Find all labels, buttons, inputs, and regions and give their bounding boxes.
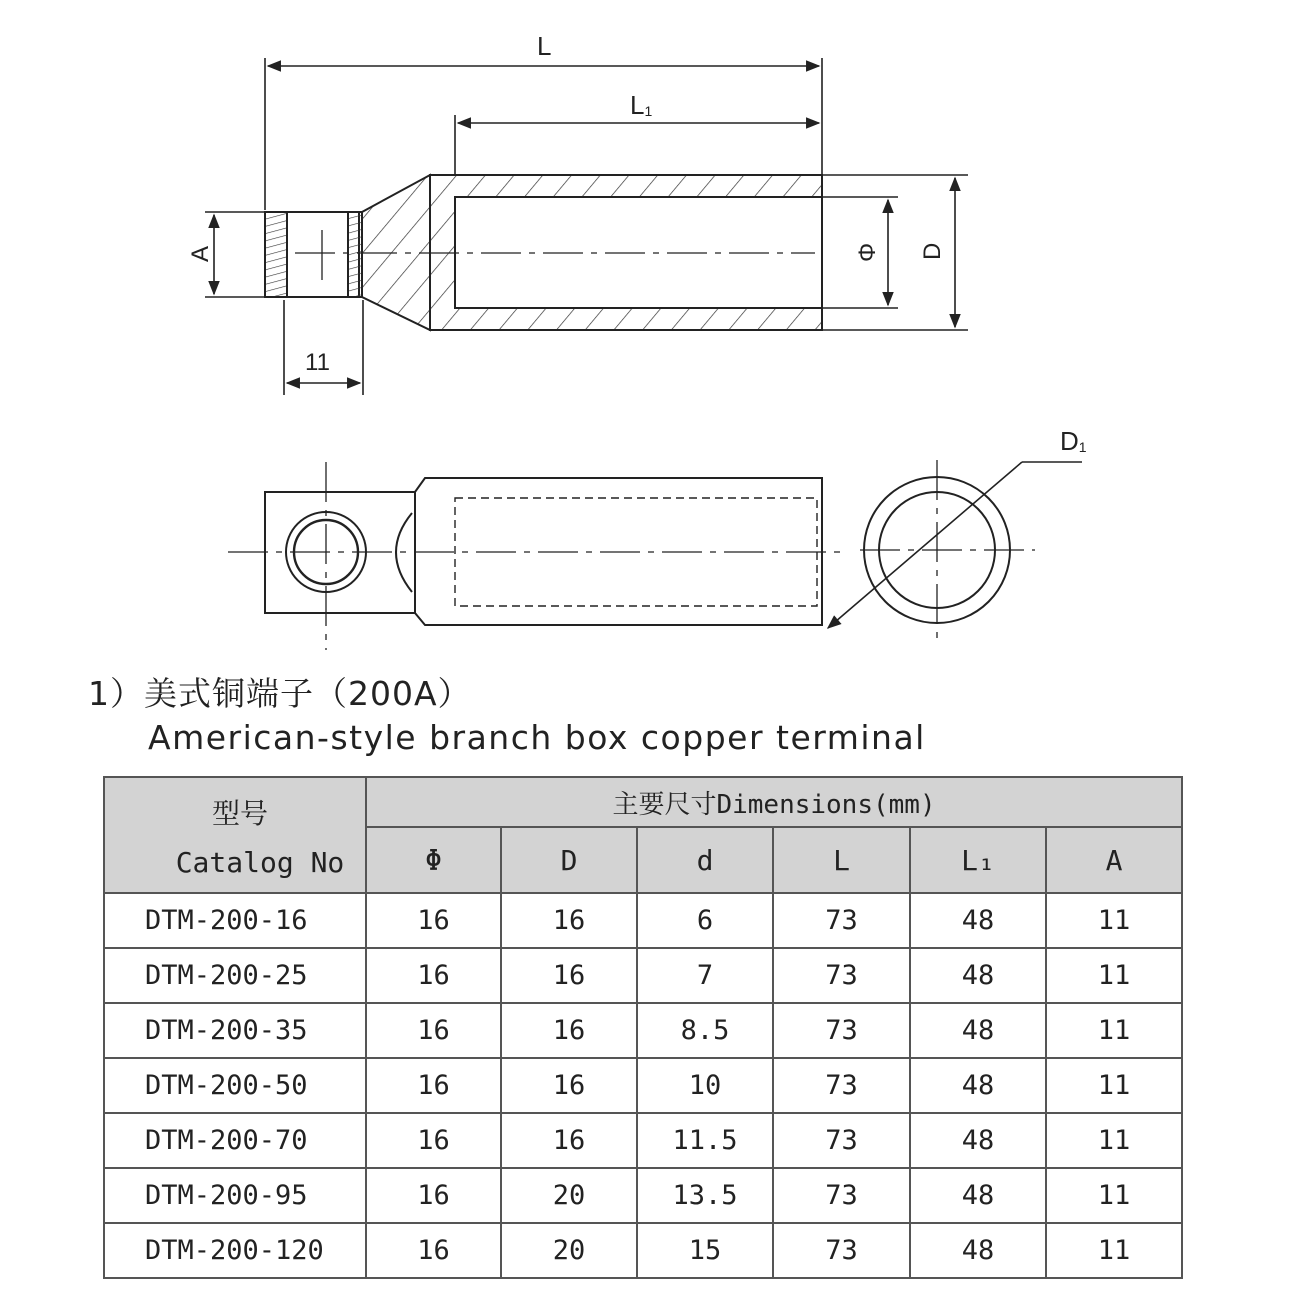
header-dimensions: 主要尺寸Dimensions(mm) [366, 777, 1182, 827]
cell-d: 8.5 [637, 1003, 773, 1058]
label-D: D [919, 242, 946, 260]
header-L: L [773, 827, 910, 893]
cell-L1: 48 [910, 893, 1046, 948]
section-view [265, 175, 822, 330]
end-view [828, 460, 1082, 640]
header-L1: L₁ [910, 827, 1046, 893]
label-11: 11 [305, 349, 330, 376]
dimension-A [205, 212, 265, 297]
cell-D: 16 [501, 1058, 637, 1113]
cell-A: 11 [1046, 1168, 1182, 1223]
cell-L1: 48 [910, 1168, 1046, 1223]
cell-A: 11 [1046, 1058, 1182, 1113]
cell-d: 11.5 [637, 1113, 773, 1168]
cell-D: 16 [501, 1003, 637, 1058]
label-D1: D1 [1060, 426, 1087, 456]
product-heading [88, 672, 926, 760]
header-D: D [501, 827, 637, 893]
table-row [104, 948, 1182, 1003]
cell-D: 20 [501, 1168, 637, 1223]
label-phi: Φ [854, 242, 881, 262]
cell-model: DTM-200-95 [104, 1168, 366, 1223]
cell-A: 11 [1046, 1223, 1182, 1278]
cell-phi: 16 [366, 948, 501, 1003]
header-model [104, 777, 366, 893]
cell-L: 73 [773, 1113, 910, 1168]
cell-d: 6 [637, 893, 773, 948]
cell-phi: 16 [366, 893, 501, 948]
cell-D: 16 [501, 1113, 637, 1168]
header-model-en: Catalog No [175, 845, 345, 879]
cell-phi: 16 [366, 1223, 501, 1278]
cell-model: DTM-200-120 [104, 1223, 366, 1278]
dimensions-table [103, 776, 1183, 1279]
cell-L1: 48 [910, 1113, 1046, 1168]
heading-title-cn: 1）美式铜端子（200A） [88, 674, 472, 713]
tang-wall-left [265, 212, 287, 297]
cell-d: 15 [637, 1223, 773, 1278]
cell-L1: 48 [910, 948, 1046, 1003]
table-row [104, 1113, 1182, 1168]
label-L: L [537, 31, 552, 61]
cell-D: 20 [501, 1223, 637, 1278]
cell-model: DTM-200-70 [104, 1113, 366, 1168]
table-row [104, 1058, 1182, 1113]
table-row [104, 893, 1182, 948]
header-phi: Φ [366, 827, 501, 893]
cell-L1: 48 [910, 1058, 1046, 1113]
cell-L: 73 [773, 1168, 910, 1223]
header-d: d [637, 827, 773, 893]
dimension-D [822, 175, 968, 330]
cell-model: DTM-200-16 [104, 893, 366, 948]
cell-phi: 16 [366, 1003, 501, 1058]
side-view [228, 462, 840, 650]
cell-A: 11 [1046, 1003, 1182, 1058]
cell-L: 73 [773, 893, 910, 948]
tang-wall-right [348, 212, 362, 297]
cell-D: 16 [501, 893, 637, 948]
dimension-L1 [455, 115, 819, 175]
header-model-cn: 型号 [211, 796, 268, 830]
header-A: A [1046, 827, 1182, 893]
cell-model: DTM-200-25 [104, 948, 366, 1003]
cell-L: 73 [773, 1223, 910, 1278]
cell-model: DTM-200-50 [104, 1058, 366, 1113]
cell-A: 11 [1046, 1113, 1182, 1168]
cell-d: 13.5 [637, 1168, 773, 1223]
cell-d: 10 [637, 1058, 773, 1113]
cell-A: 11 [1046, 948, 1182, 1003]
cell-L: 73 [773, 948, 910, 1003]
cell-D: 16 [501, 948, 637, 1003]
label-L1: L1 [630, 90, 653, 120]
dimension-11 [284, 300, 363, 395]
label-A: A [187, 245, 214, 262]
heading-title-en: American-style branch box copper terminal [148, 718, 926, 757]
cell-d: 7 [637, 948, 773, 1003]
table-row [104, 1168, 1182, 1223]
cell-L1: 48 [910, 1003, 1046, 1058]
cell-L: 73 [773, 1003, 910, 1058]
cell-A: 11 [1046, 893, 1182, 948]
cell-phi: 16 [366, 1113, 501, 1168]
cell-L: 73 [773, 1058, 910, 1113]
table-row [104, 1003, 1182, 1058]
cell-model: DTM-200-35 [104, 1003, 366, 1058]
table-row [104, 1223, 1182, 1278]
cell-phi: 16 [366, 1168, 501, 1223]
cell-L1: 48 [910, 1223, 1046, 1278]
cell-phi: 16 [366, 1058, 501, 1113]
